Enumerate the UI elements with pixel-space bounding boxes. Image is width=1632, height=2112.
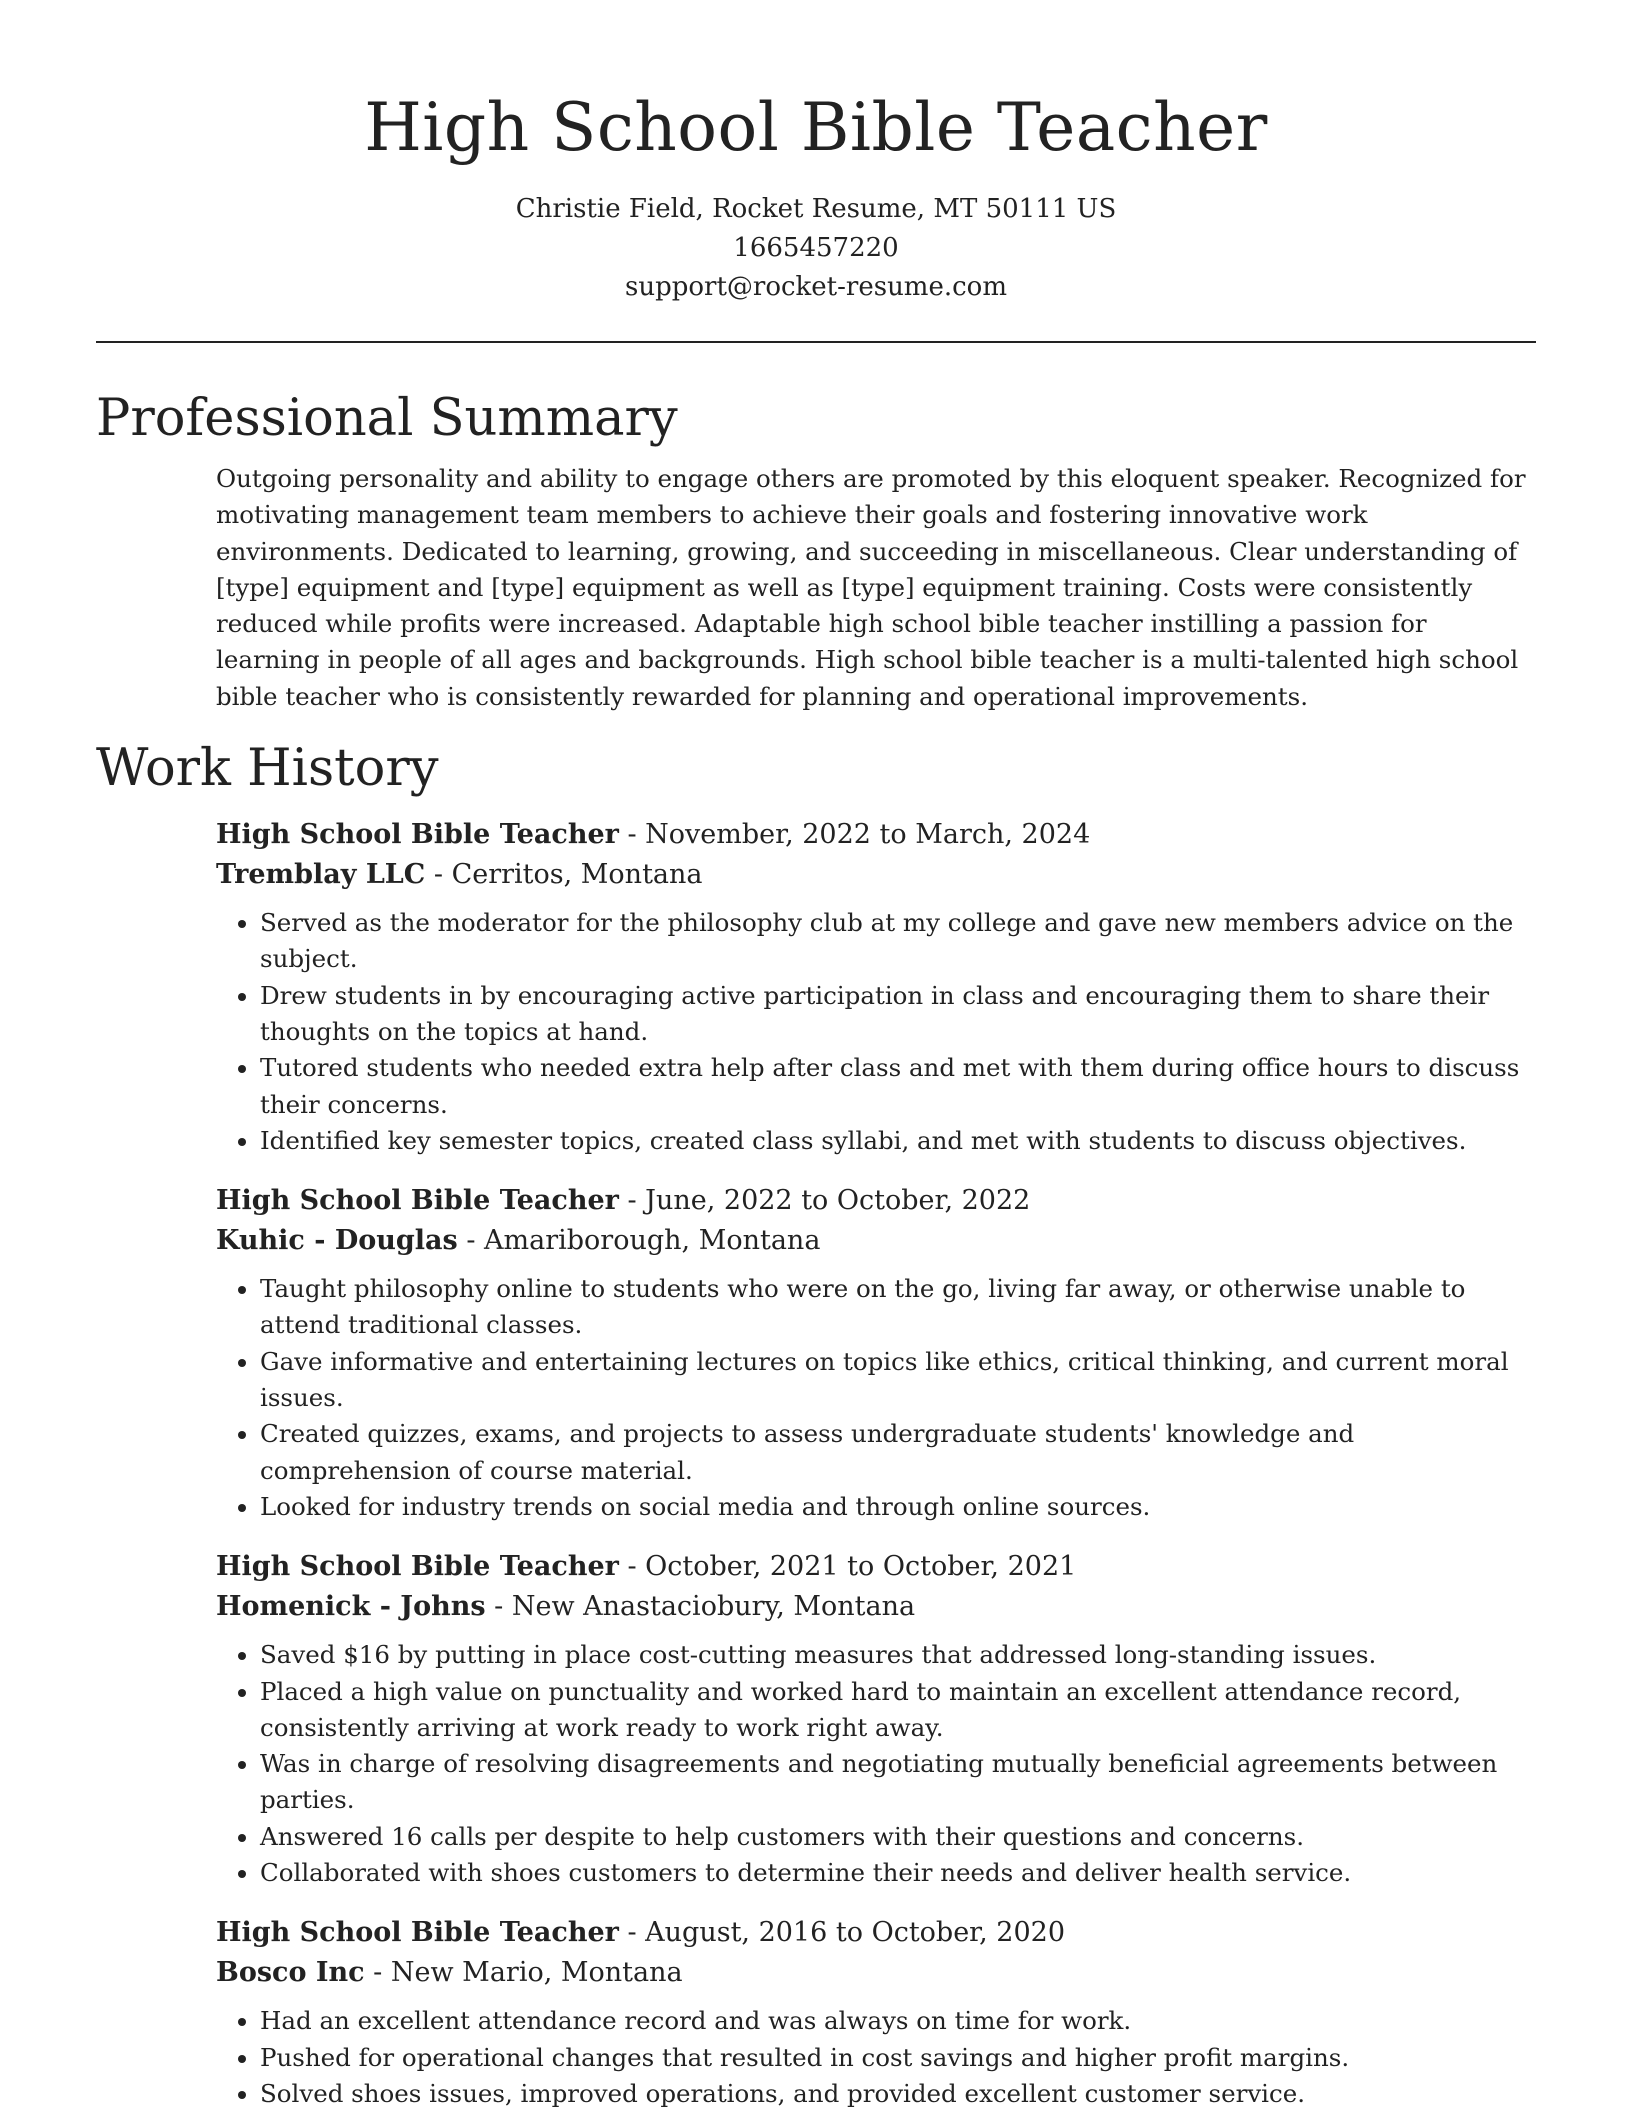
job-bullets bbox=[216, 1637, 1536, 1891]
job-bullet: • Tutored students who needed extra help after class and met with them during office hours to discuss their concerns. bbox=[260, 1050, 1536, 1123]
job-bullet: • Created quizzes, exams, and projects to assess undergraduate students' knowledge and comprehension of course material. bbox=[260, 1416, 1536, 1489]
job-entry bbox=[216, 1547, 1536, 1891]
job-bullet: • Answered 16 calls per despite to help customers with their questions and concerns. bbox=[260, 1819, 1536, 1855]
job-bullet: • Drew students in by encouraging active participation in class and encouraging them to share their thoughts on the topics at hand. bbox=[260, 978, 1536, 1051]
job-title-line bbox=[216, 1913, 1536, 1953]
job-company: Kuhic - Douglas bbox=[216, 1225, 458, 1257]
job-bullet: • Looked for industry trends on social media and through online sources. bbox=[260, 1489, 1536, 1525]
job-location: - New Anastaciobury, Montana bbox=[485, 1591, 916, 1623]
contact-address: Christie Field, Rocket Resume, MT 50111 US bbox=[515, 194, 1117, 224]
job-bullet: • Served as the moderator for the philosophy club at my college and gave new members advice on the subject. bbox=[260, 905, 1536, 978]
job-bullet: • Had an excellent attendance record and was always on time for work. bbox=[260, 2003, 1536, 2039]
work-history-heading: Work History bbox=[96, 739, 439, 799]
job-bullet: • Solved shoes issues, improved operations, and provided excellent customer service. bbox=[260, 2076, 1536, 2112]
contact-phone: 1665457220 bbox=[733, 233, 899, 263]
job-bullets bbox=[216, 1271, 1536, 1525]
job-bullet: • Identified key semester topics, created class syllabi, and met with students to discuss objectives. bbox=[260, 1123, 1536, 1159]
job-dates: - October, 2021 to October, 2021 bbox=[618, 1551, 1077, 1583]
job-bullet: • Collaborated with shoes customers to determine their needs and deliver health service. bbox=[260, 1855, 1536, 1891]
header-divider bbox=[96, 341, 1536, 343]
summary-heading: Professional Summary bbox=[96, 389, 678, 448]
job-dates: - June, 2022 to October, 2022 bbox=[618, 1185, 1031, 1217]
job-bullets bbox=[216, 2003, 1536, 2112]
job-title-line bbox=[216, 1547, 1536, 1587]
job-bullet: • Taught philosophy online to students who were on the go, living far away, or otherwise unable to attend traditional classes. bbox=[260, 1271, 1536, 1344]
summary-text: Outgoing personality and ability to engage others are promoted by this eloquent speaker. Recognized for motivating management team members to achieve their goals and fostering innovative work environments. Dedicated to learning, growing, and succeeding in miscellaneous. Clear understanding of [type] equipment and [type] equipment as well as [type] equipment training. Costs were consistently reduced while profits were increased. Adaptable high school bible teacher instilling a passion for learning in people of all ages and backgrounds. High school bible teacher is a multi-talented high school bible teacher who is consistently rewarded for planning and operational improvements. bbox=[216, 464, 1526, 711]
job-role: High School Bible Teacher bbox=[216, 1917, 619, 1949]
job-title-line bbox=[216, 815, 1536, 855]
job-dates: - November, 2022 to March, 2024 bbox=[618, 819, 1091, 851]
job-role: High School Bible Teacher bbox=[216, 1551, 619, 1583]
job-location: - Amariborough, Montana bbox=[457, 1225, 821, 1257]
job-company-line bbox=[216, 1953, 1536, 1993]
job-dates: - August, 2016 to October, 2020 bbox=[618, 1917, 1066, 1949]
job-entry bbox=[216, 815, 1536, 1159]
job-bullets bbox=[216, 905, 1536, 1159]
contact-email: support@rocket-resume.com bbox=[624, 272, 1007, 302]
job-entry bbox=[216, 1181, 1536, 1525]
job-company-line bbox=[216, 1587, 1536, 1627]
job-company: Homenick - Johns bbox=[216, 1591, 486, 1623]
job-bullet: • Pushed for operational changes that resulted in cost savings and higher profit margins. bbox=[260, 2040, 1536, 2076]
job-title-line bbox=[216, 1181, 1536, 1221]
job-bullet: • Placed a high value on punctuality and worked hard to maintain an excellent attendance record, consistently arriving at work ready to work right away. bbox=[260, 1674, 1536, 1747]
job-location: - New Mario, Montana bbox=[364, 1957, 683, 1989]
contact-block bbox=[96, 190, 1536, 307]
resume-header bbox=[96, 0, 1536, 307]
job-company-line bbox=[216, 855, 1536, 895]
resume-title: High School Bible Teacher bbox=[364, 89, 1268, 166]
job-company-line bbox=[216, 1221, 1536, 1261]
job-role: High School Bible Teacher bbox=[216, 819, 619, 851]
job-role: High School Bible Teacher bbox=[216, 1185, 619, 1217]
job-entry bbox=[216, 1913, 1536, 2112]
job-company: Tremblay LLC bbox=[216, 859, 426, 891]
job-location: - Cerritos, Montana bbox=[425, 859, 703, 891]
work-history-list bbox=[216, 815, 1536, 2112]
job-bullet: • Saved $16 by putting in place cost-cutting measures that addressed long-standing issues. bbox=[260, 1637, 1536, 1673]
job-company: Bosco Inc bbox=[216, 1957, 365, 1989]
job-bullet: • Was in charge of resolving disagreements and negotiating mutually beneficial agreements between parties. bbox=[260, 1746, 1536, 1819]
job-bullet: • Gave informative and entertaining lectures on topics like ethics, critical thinking, and current moral issues. bbox=[260, 1344, 1536, 1417]
